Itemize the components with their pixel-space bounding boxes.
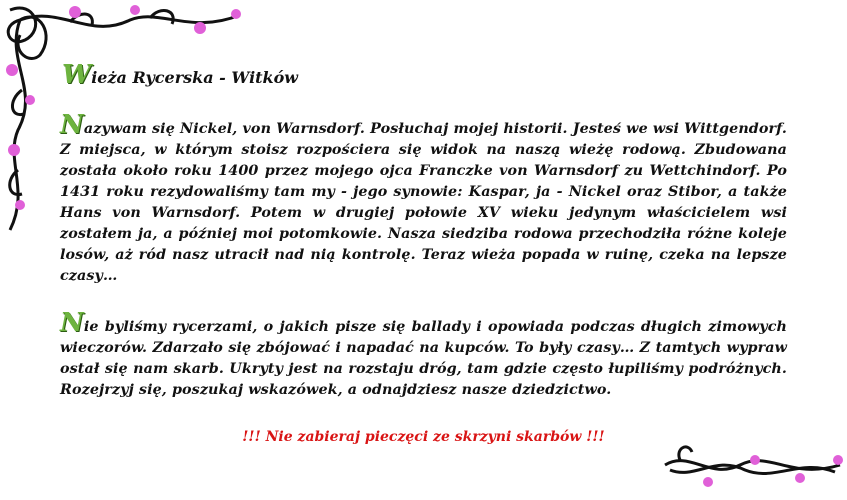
warning-text: !!! Nie zabieraj pieczęci ze skrzyni skarbów !!! xyxy=(242,429,605,445)
vine-top xyxy=(20,15,240,26)
curl-5 xyxy=(679,447,692,460)
knot-left xyxy=(8,8,35,42)
story-paragraph-2 xyxy=(60,308,787,401)
paragraph-1-text: azywam się Nickel, von Warnsdorf. Posłuchaj mojej historii. Jesteś we wsi Wittgendorf. Z miejsca, w którym stoisz rozpościera się widok na naszą wieżę rodową. Zbudowana została około roku 1400 przez mojego ojca Franczke von Warnsdorf zu Wettchindorf. Po 1431 roku rezydowaliśmy tam my - jego synowie: Kaspar, ja - Nickel oraz Stibor, a także Hans von Warnsdorf. Potem w drugiej połowie XV wieku jedynym właścicielem wsi zostałem ja, a później moi potomkowie. Nasza siedziba rodowa przechodziła różne koleje losów, aż ród nasz utracił nad nią kontrolę. Teraz wieża popada w ruinę, czeka na lepsze czasy… xyxy=(60,121,787,284)
curl-3 xyxy=(12,90,24,115)
flower-2 xyxy=(130,5,140,15)
flower-3 xyxy=(194,22,206,34)
title-text: ieża Rycerska - Witków xyxy=(91,68,299,87)
paragraph-2-text: ie byliśmy rycerzami, o jakich pisze się ballady i opowiada podczas długich zimowych wieczorów. Zdarzało się zbójować i napadać na kupców. To były czasy… Z tamtych wypraw ostał się nam skarb. Ukryty jest na rozstaju dróg, tam gdzie często łupiliśmy podróżnych. Rozejrzyj się, poszukaj wskazówek, a odnajdziesz nasze dziedzictwo. xyxy=(60,319,787,398)
story-paragraph-1 xyxy=(60,110,787,287)
flower-11 xyxy=(795,473,805,483)
paragraph-1-initial: N xyxy=(60,110,84,140)
flower-5 xyxy=(6,64,18,76)
vine-left xyxy=(10,20,25,230)
flower-9 xyxy=(703,477,713,487)
flower-4 xyxy=(231,9,241,19)
page-title xyxy=(62,60,298,90)
corner-ornament-bottom-right xyxy=(660,420,847,500)
flower-7 xyxy=(8,144,20,156)
knot-right xyxy=(18,17,46,58)
flower-10 xyxy=(750,455,760,465)
flower-6 xyxy=(25,95,35,105)
title-initial: W xyxy=(62,60,92,90)
flower-12 xyxy=(833,455,843,465)
flower-1 xyxy=(69,6,81,18)
flower-8 xyxy=(15,200,25,210)
paragraph-2-initial: N xyxy=(60,308,84,338)
